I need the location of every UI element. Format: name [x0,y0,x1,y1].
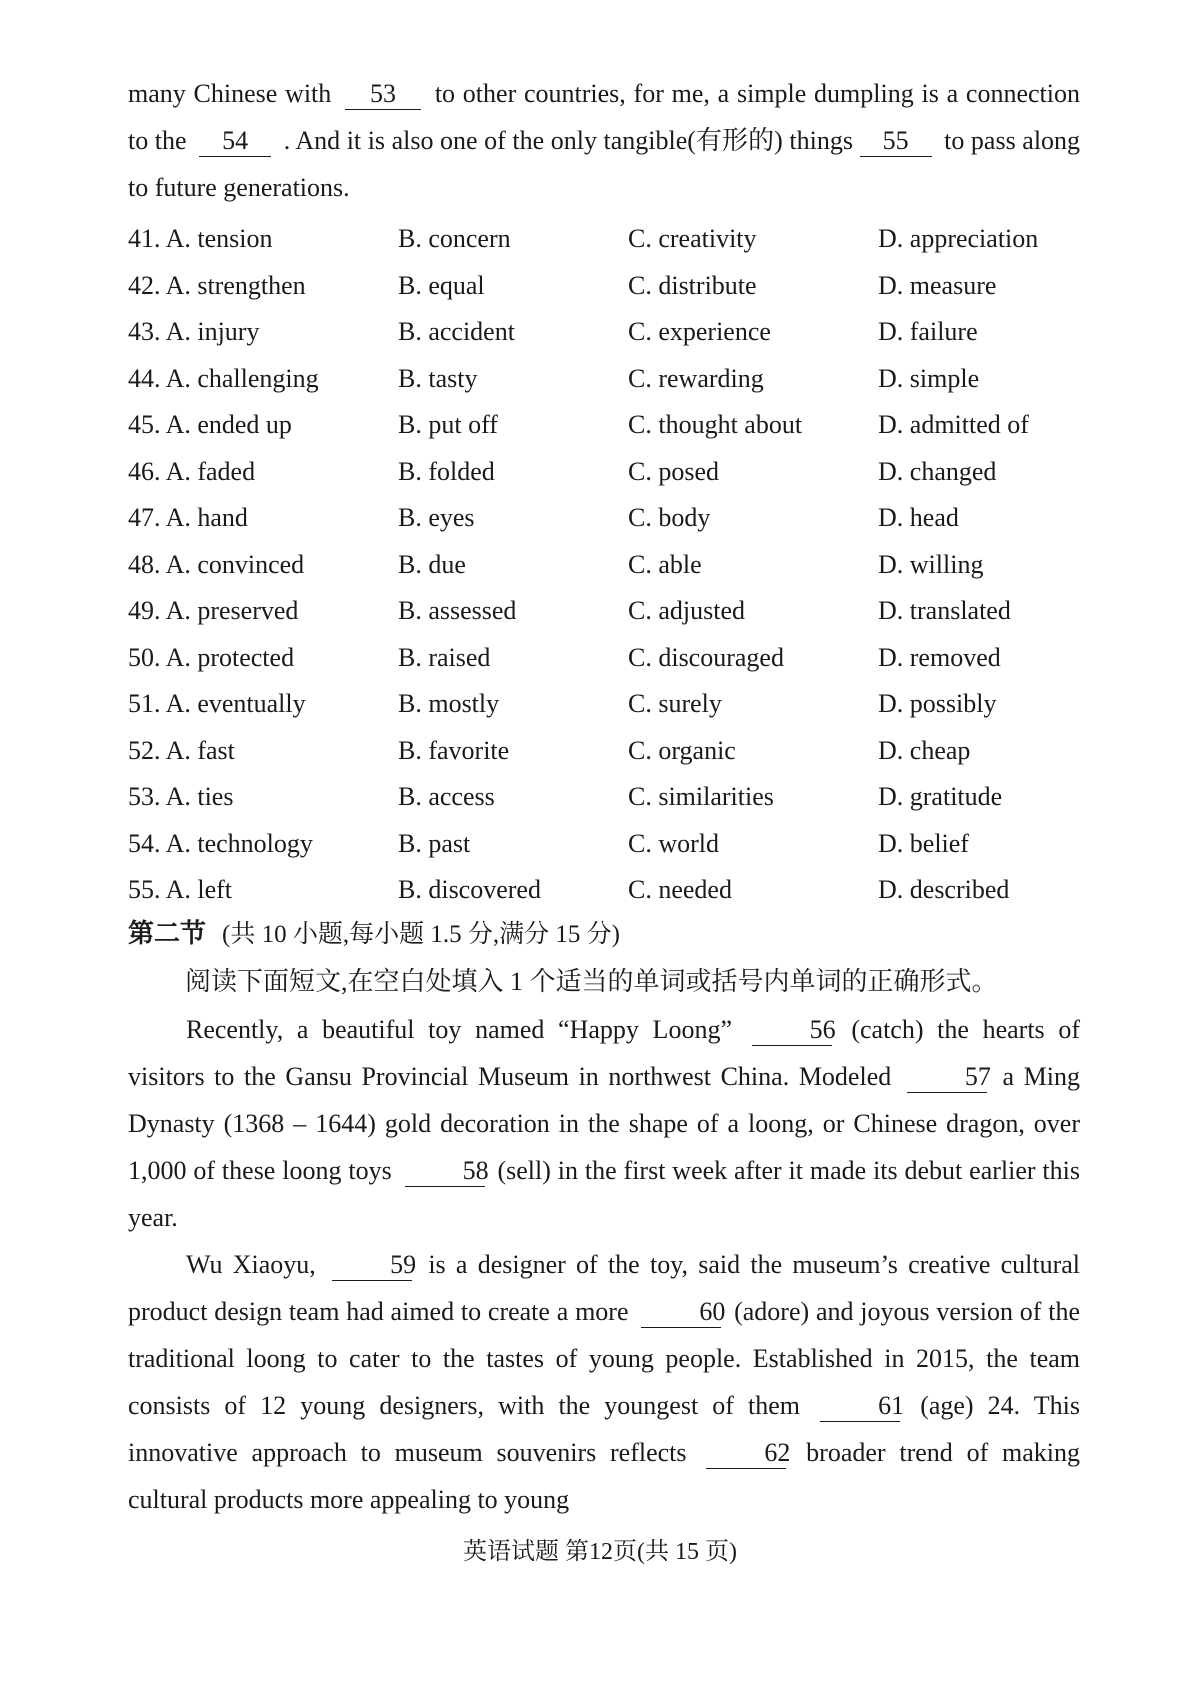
blank-62: 62 [706,1438,786,1469]
option-a: 49. A. preserved [128,596,299,625]
passage-text: broader trend of making cultural products more appealing to young [128,1438,1081,1514]
option-d: D. head [878,503,959,532]
passage2-paragraph2 [128,1241,1080,1523]
blank-56: 56 [752,1015,832,1046]
option-b: B. access [398,782,495,811]
option-b: B. concern [398,224,511,253]
option-b: B. equal [398,270,485,300]
option-d: D. translated [878,596,1011,625]
option-d: D. failure [878,317,978,346]
option-a: 46. A. faded [128,456,256,486]
option-row [128,219,1080,266]
option-b: B. eyes [398,503,475,532]
option-d: D. described [878,875,1010,904]
option-row [128,591,1080,638]
option-c: C. body [628,503,711,532]
option-a: 43. A. injury [128,317,260,346]
section-description: (共 10 小题,每小题 1.5 分,满分 15 分) [222,921,620,948]
option-b: B. accident [398,317,515,346]
option-row [128,731,1080,778]
option-c: C. adjusted [628,596,745,625]
option-c: C. world [628,828,719,858]
option-a: 44. A. challenging [128,363,319,393]
passage-text: (catch) the hearts of visitors to the Gansu Provincial Museum in northwest China. Modeled [128,1015,1080,1091]
option-b: B. assessed [398,596,517,625]
section-instruction: 阅读下面短文,在空白处填入 1 个适当的单词或括号内单词的正确形式。 [185,967,998,996]
option-b: B. mostly [398,689,500,718]
blank-61: 61 [820,1391,900,1422]
option-d: D. gratitude [878,782,1003,811]
option-row [128,545,1080,592]
blank-54: 54 [199,126,271,157]
section-title: 第二节 [128,919,207,948]
blank-55: 55 [860,126,932,157]
page-footer: 英语试题 第12页(共 15 页) [463,1539,737,1565]
option-b: B. discovered [398,875,541,904]
option-d: D. cheap [878,735,971,765]
option-a: 52. A. fast [128,735,235,765]
option-row [128,405,1080,452]
option-b: B. favorite [398,735,510,765]
option-c: C. organic [628,735,736,765]
option-row [128,684,1080,731]
passage-top [128,70,1080,211]
option-d: D. changed [878,456,997,486]
blank-60: 60 [641,1297,721,1328]
option-c: C. able [628,549,702,579]
option-c: C. surely [628,689,722,718]
option-c: C. discouraged [628,642,784,672]
passage-text: Wu Xiaoyu, [186,1250,316,1279]
passage-text: connection to the [128,79,1080,155]
option-a: 53. A. ties [128,782,234,811]
option-row [128,359,1080,406]
passage-text: to other countries, for me, a simple dumpling is a [434,79,959,108]
option-d: D. admitted of [878,410,1029,439]
passage-text: (sell) in the first week after it made its debut earlier this year. [128,1156,1081,1232]
option-a: 55. A. left [128,875,232,904]
passage-text: a Ming Dynasty (1368 – 1644) gold decoration in the shape of a loong, or Chinese dragon, over 1,000 of these loong toys [128,1062,1081,1185]
option-a: 51. A. eventually [128,689,306,718]
option-c: C. thought about [628,410,803,439]
option-a: 54. A. technology [128,828,313,858]
option-row [128,824,1080,871]
option-c: C. similarities [628,782,774,811]
option-row [128,312,1080,359]
option-d: D. belief [878,828,969,858]
blank-59: 59 [332,1250,412,1281]
option-b: B. put off [398,410,498,439]
passage-text: many Chinese with [128,79,332,108]
option-c: C. posed [628,456,719,486]
passage-text: Recently, a beautiful toy named “Happy Loong” [186,1015,732,1044]
option-b: B. past [398,828,471,858]
option-row [128,777,1080,824]
option-row [128,452,1080,499]
option-a: 47. A. hand [128,503,248,532]
blank-58: 58 [405,1156,485,1187]
option-a: 42. A. strengthen [128,270,306,300]
option-row [128,498,1080,545]
blank-53: 53 [345,79,421,110]
option-c: C. experience [628,317,771,346]
option-c: C. distribute [628,270,757,300]
option-d: D. willing [878,549,984,579]
option-d: D. measure [878,270,997,300]
option-b: B. tasty [398,363,478,393]
blank-57: 57 [907,1062,987,1093]
passage-text: is a designer of the toy, said the museum’s creative cultural product design team had aimed to create a more [128,1250,1081,1326]
option-d: D. possibly [878,689,997,718]
option-a: 45. A. ended up [128,410,292,439]
option-c: C. creativity [628,224,757,253]
option-c: C. rewarding [628,363,764,393]
option-d: D. simple [878,363,980,393]
option-row [128,266,1080,313]
option-row [128,870,1080,917]
option-c: C. needed [628,875,732,904]
passage-text: to pass along to future generations. [128,126,1081,202]
option-b: B. folded [398,456,495,486]
option-a: 41. A. tension [128,224,273,253]
option-d: D. appreciation [878,224,1039,253]
option-b: B. raised [398,642,491,672]
option-d: D. removed [878,642,1001,672]
option-row [128,638,1080,685]
passage2-paragraph1 [128,1006,1080,1241]
passage-text: (adore) and joyous version of the traditional loong to cater to the tastes of young people. Established in 2015, the team consists of 12 young designers, with the youngest of them [128,1297,1080,1420]
options-list [128,219,1080,917]
option-b: B. due [398,549,466,579]
option-a: 50. A. protected [128,642,295,672]
section-heading [128,914,1080,955]
passage-text: (age) 24. This innovative approach to museum souvenirs reflects [128,1391,1081,1467]
passage-text: . And it is also one of the only tangible(有形的) things [283,126,853,155]
option-a: 48. A. convinced [128,549,305,579]
